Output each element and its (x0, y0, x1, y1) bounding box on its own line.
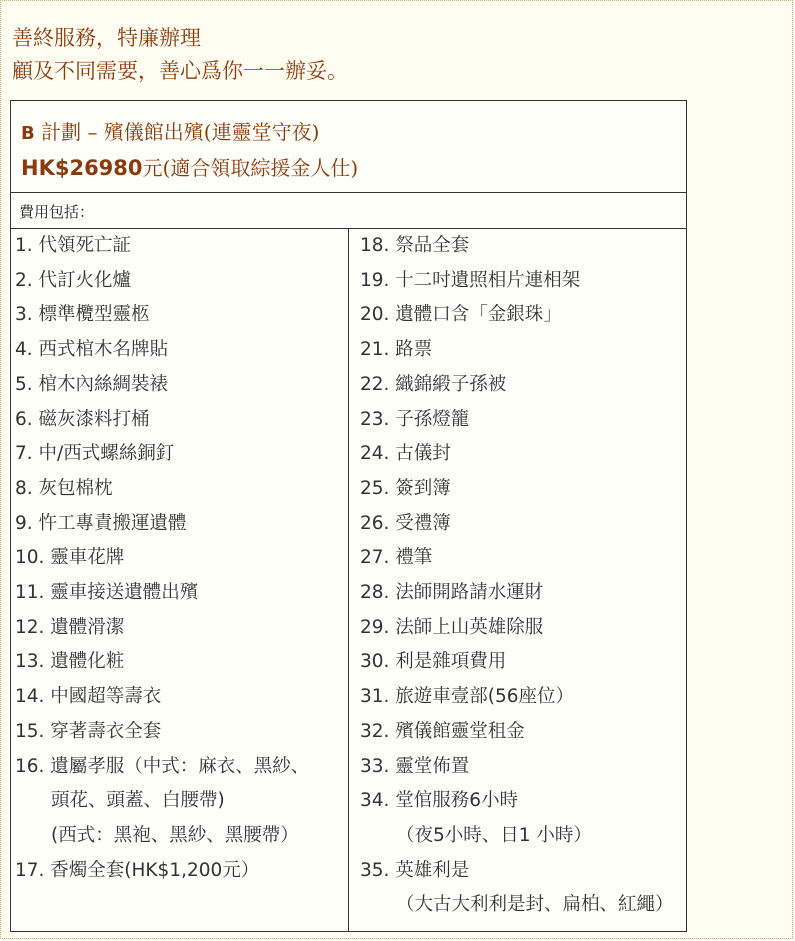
plan-price (21, 151, 686, 185)
list-item (360, 437, 686, 472)
list-item-text: 16. 遺屬孝服（中式：麻衣、黑紗、 (15, 755, 310, 777)
list-item (360, 784, 686, 819)
list-item-text: 18. 祭品全套 (360, 235, 470, 256)
list-item (15, 368, 348, 403)
list-item-text: （夜5小時、日1 小時） (396, 824, 592, 846)
list-item (360, 507, 686, 542)
list-item-text: 2. 代訂火化爐 (15, 269, 132, 291)
plan-title-text: 計劃 – 殯儀館出殯(連靈堂守夜) (34, 120, 320, 144)
list-item-text: 24. 古儀封 (360, 443, 451, 465)
list-item (15, 819, 348, 854)
list-item-text: 21. 路票 (360, 339, 433, 361)
intro-line-2: 顧及不同需要，善心爲你一一辦妥。 (12, 59, 348, 83)
list-item (15, 264, 348, 299)
list-item (360, 645, 686, 680)
list-item-text: 27. 禮筆 (360, 547, 433, 569)
items-right-list (360, 229, 686, 923)
list-item (15, 645, 348, 680)
list-item-text: 17. 香燭全套(HK$1,200元） (15, 859, 260, 881)
list-item (15, 784, 348, 819)
list-item (15, 854, 348, 889)
list-item-text: 13. 遺體化粧 (15, 651, 125, 673)
list-item (15, 298, 348, 333)
items-right-column (349, 229, 686, 931)
list-item-text: 19. 十二吋遺照相片連相架 (360, 269, 581, 291)
list-item (360, 229, 686, 264)
list-item-text: 15. 穿著壽衣全套 (15, 720, 162, 742)
plan-title (21, 115, 686, 151)
list-item-text: 7. 中/西式螺絲銅釘 (15, 443, 175, 465)
list-item (360, 680, 686, 715)
list-item-text: 33. 靈堂佈置 (360, 755, 470, 777)
list-item-text: 29. 法師上山英雄除服 (360, 616, 544, 638)
list-item (360, 403, 686, 438)
list-item-text: 34. 堂倌服務6小時 (360, 790, 519, 812)
list-item-text: 31. 旅遊車壹部(56座位） (360, 686, 575, 708)
list-item-text: 3. 標準欖型靈柩 (15, 304, 150, 326)
list-item (360, 715, 686, 750)
intro-line-1: 善終服務，特廉辦理 (12, 26, 201, 50)
list-item (360, 298, 686, 333)
list-item (360, 368, 686, 403)
list-item-text: (西式：黑袍、黑紗、黑腰帶） (51, 824, 299, 846)
items-columns (11, 229, 686, 931)
list-item (15, 437, 348, 472)
list-item (360, 576, 686, 611)
list-item-text: 20. 遺體口含「金銀珠」 (360, 304, 562, 326)
list-item-text: 頭花、頭蓋、白腰帶) (51, 790, 225, 812)
list-item (360, 611, 686, 646)
list-item (360, 750, 686, 785)
list-item (360, 854, 686, 889)
list-item (15, 229, 348, 264)
plan-badge: B (21, 123, 35, 144)
plan-table (10, 100, 687, 932)
list-item (360, 541, 686, 576)
price-suffix: 元(適合領取綜援金人仕) (142, 156, 359, 180)
list-item-text: 35. 英雄利是 (360, 859, 470, 881)
list-item (360, 264, 686, 299)
list-item (15, 715, 348, 750)
list-item-text: 25. 簽到簿 (360, 477, 451, 499)
list-item-text: 10. 靈車花牌 (15, 547, 125, 569)
list-item (15, 472, 348, 507)
items-left-list (15, 229, 348, 888)
list-item (15, 611, 348, 646)
list-item-text: 12. 遺體滑潔 (15, 616, 125, 638)
list-item (15, 403, 348, 438)
list-item-text: 32. 殯儀館靈堂租金 (360, 720, 525, 742)
plan-header (11, 101, 686, 193)
list-item (360, 819, 686, 854)
list-item-text: 11. 靈車接送遺體出殯 (15, 582, 199, 604)
list-item (15, 507, 348, 542)
list-item-text: 23. 子孫燈籠 (360, 408, 470, 430)
list-item-text: 5. 棺木內絲綢裝裱 (15, 373, 169, 395)
list-item-text: 6. 磁灰漆料打桶 (15, 408, 150, 430)
list-item (360, 472, 686, 507)
list-item-text: 26. 受禮簿 (360, 512, 451, 534)
list-item (15, 750, 348, 785)
list-item (15, 680, 348, 715)
list-item-text: 9. 忤工專責搬運遺體 (15, 512, 187, 534)
price-amount: HK$26980 (21, 156, 143, 180)
list-item-text: 28. 法師開路請水運財 (360, 582, 544, 604)
list-item (360, 333, 686, 368)
list-item-text: 14. 中國超等壽衣 (15, 686, 162, 708)
list-item-text: （大古大利利是封、扁柏、紅繩） (396, 894, 674, 916)
list-item (15, 333, 348, 368)
list-item (15, 541, 348, 576)
list-item-text: 8. 灰包棉枕 (15, 477, 113, 499)
list-item-text: 1. 代領死亡証 (15, 235, 132, 256)
list-item (15, 576, 348, 611)
list-item-text: 4. 西式棺木名牌貼 (15, 339, 169, 361)
includes-label: 費用包括： (11, 193, 686, 229)
list-item (360, 888, 686, 923)
intro-text (12, 22, 348, 88)
list-item-text: 30. 利是雜項費用 (360, 651, 507, 673)
list-item-text: 22. 織錦緞子孫被 (360, 373, 507, 395)
items-left-column (11, 229, 349, 931)
